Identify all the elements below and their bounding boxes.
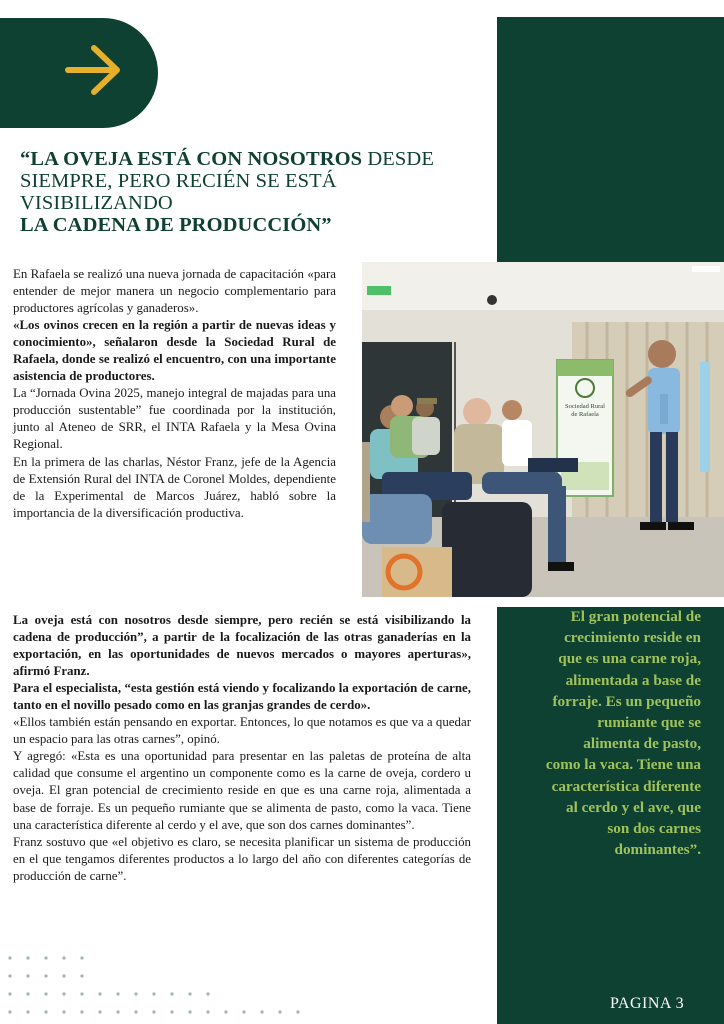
page-number: PAGINA 3 (610, 995, 685, 1012)
decorative-dots (6, 952, 306, 1022)
body-column-bottom (13, 612, 471, 885)
headline-bold-1: “LA OVEJA ESTÁ CON NOSOTROS (20, 148, 363, 170)
body-paragraph-4: En la primera de las charlas, Néstor Franz, jefe de la Agencia de Extensión Rural del INTA de Coronel Moldes, dependiente de la Experimental de Marcos Juárez, habló sobre la importancia de la diversificación productiva. (13, 454, 336, 520)
body-column-top (13, 266, 336, 522)
body-paragraph-1: En Rafaela se realizó una nueva jornada de capacitación «para entender de mejor manera un negocio complementario para productores agrícolas y ganaderos». (13, 267, 336, 316)
event-photo (362, 262, 724, 597)
page-headline (20, 148, 490, 236)
body-paragraph-2: «Los ovinos crecen en la región a partir de nuevas ideas y conocimiento», señalaron desde la Sociedad Rural de Rafaela, donde se realizó el encuentro, con una importante asistencia de productores. (13, 318, 336, 384)
body-paragraph-7: «Ellos también están pensando en exportar. Entonces, lo que notamos es que va a quedar un espacio para las otras carnes”, opinó. (13, 715, 471, 747)
arrow-right-icon (62, 40, 126, 100)
body-paragraph-5: La oveja está con nosotros desde siempre, pero recién se está visibilizando la cadena de producción”, a partir de la focalización de las otras ganaderías en la exportación, en las oportunidades de nuevos mercados o mayores aperturas», afirmó Franz. (13, 613, 471, 679)
body-paragraph-9: Franz sostuvo que «el objetivo es claro, se necesita planificar un sistema de producción en el que tengamos diferentes productos a lo largo del año con diferentes categorías de producción de carne”. (13, 834, 471, 883)
arrow-tab (0, 18, 158, 128)
body-paragraph-3: La “Jornada Ovina 2025, manejo integral de majadas para una producción sustentable” fue coordinada por la institución, junto al Ateneo de SRR, el INTA Rafaela y la Mesa Ovina Regional. (13, 386, 336, 452)
pull-quote: El gran potencial de crecimiento reside en que es una carne roja, alimentada a base de forraje. Es un pequeño rumiante que se alimenta de pasto, como la vaca. Tiene una característica diferente al cerdo y el ave, que son dos carnes dominantes”. (545, 608, 701, 859)
event-photo-illustration (362, 262, 724, 597)
banner-text-1: Sociedad Rural (565, 403, 605, 410)
body-paragraph-6: Para el especialista, “esta gestión está viendo y focalizando la exportación de carne, tanto en el novillo pesado como en las granjas grandes de cerdo». (13, 681, 471, 713)
headline-rest-1: DESDE (362, 148, 434, 170)
headline-bold-3: LA CADENA DE PRODUCCIÓN” (20, 214, 332, 236)
body-paragraph-8: Y agregó: «Esta es una oportunidad para presentar en las paletas de proteína de alta calidad que consume el argentino un componente como es la carne de oveja, cordero u oveja. El gran potencial de crecimiento reside en que es una carne roja, alimentada a base de forraje. Es un pequeño rumiante que se alimenta de pasto, como la vaca. Tiene una característica diferente al cerdo y el ave, que son dos carnes dominantes”. (13, 749, 471, 832)
banner-text-2: de Rafaela (571, 411, 599, 418)
headline-line-2: SIEMPRE, PERO RECIÉN SE ESTÁ VISIBILIZANDO (20, 170, 337, 214)
